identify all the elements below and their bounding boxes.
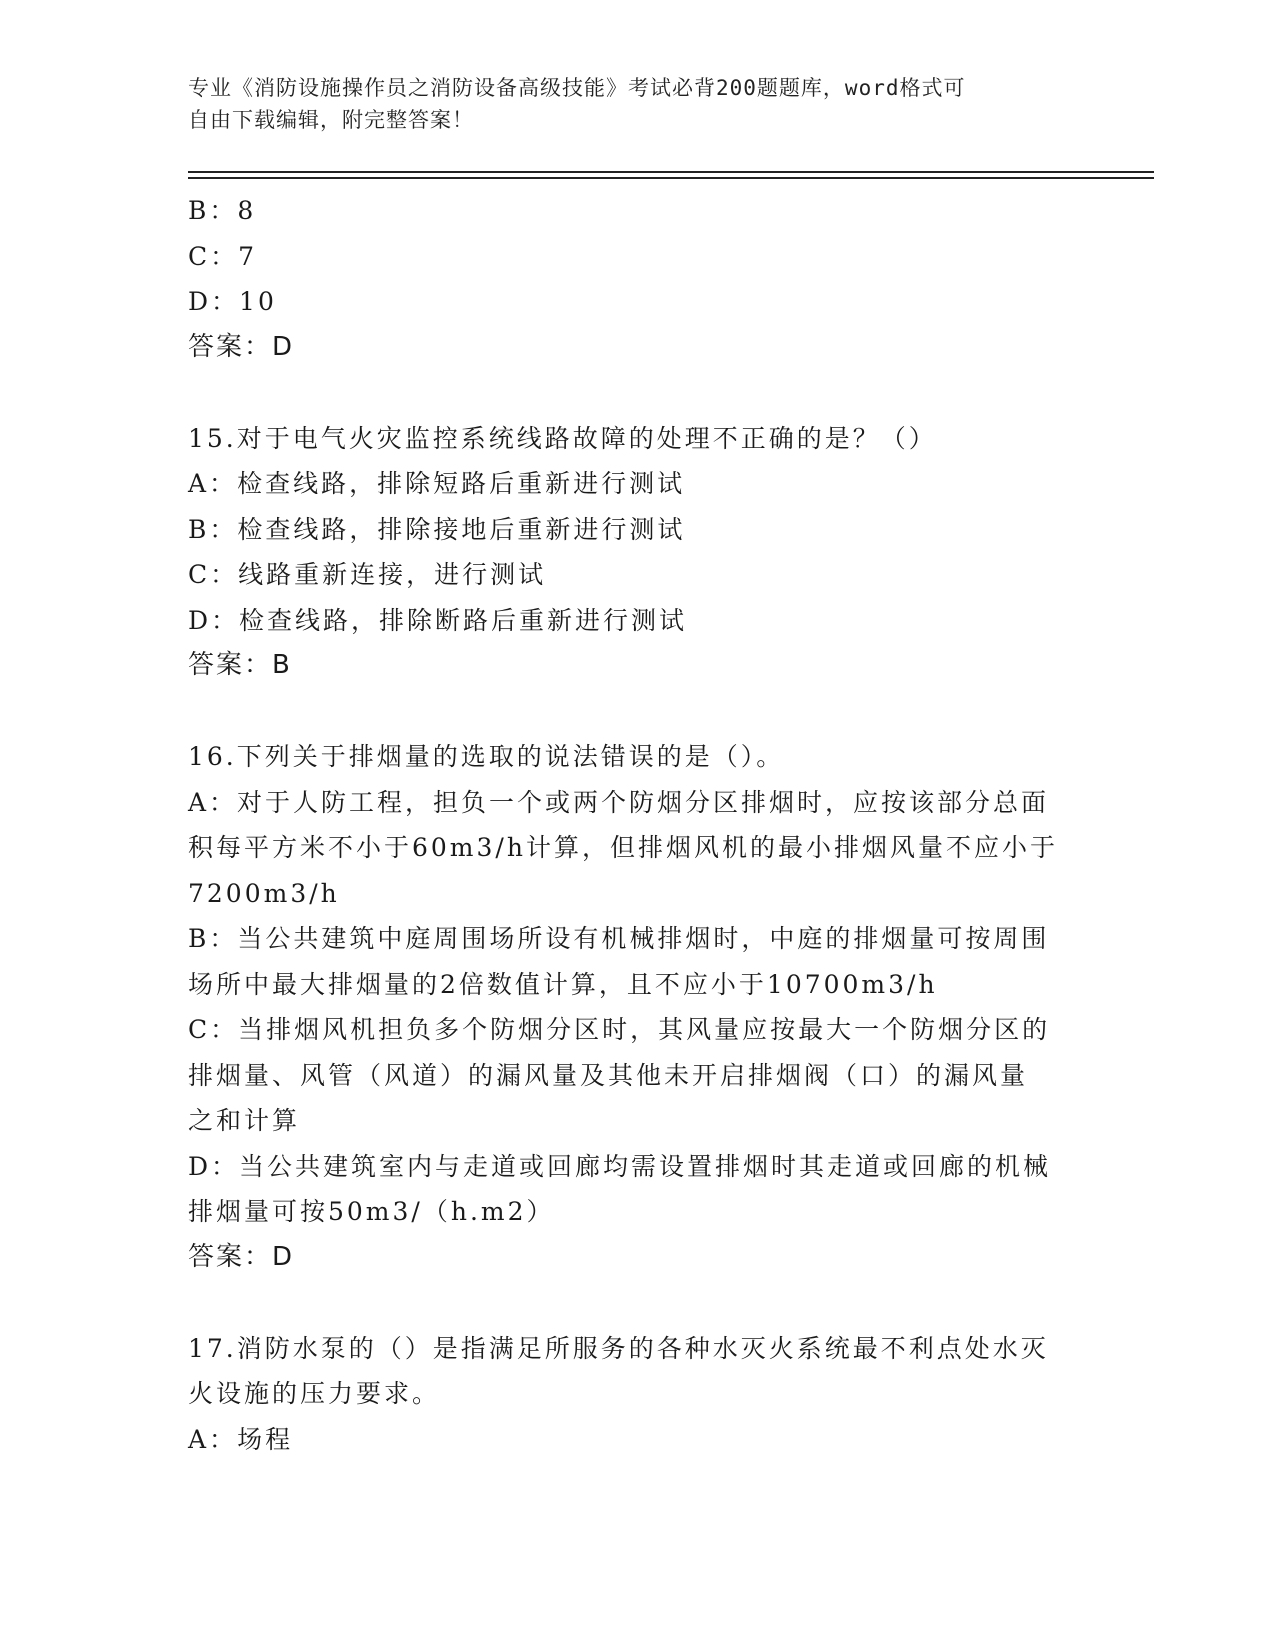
question-text-line: 17.消防水泵的（）是指满足所服务的各种水灭火系统最不利点处水灭	[188, 1333, 1049, 1363]
option-line: B：当公共建筑中庭周围场所设有机械排烟时，中庭的排烟量可按周围	[188, 924, 1050, 953]
option-label: A：	[188, 469, 238, 498]
option-label: B：	[188, 514, 238, 544]
option-d	[188, 1144, 1088, 1235]
option-line: 7200m3/h	[188, 878, 340, 908]
option-line: 排烟量、风管（风道）的漏风量及其他未开启排烟阀（口）的漏风量	[188, 1060, 1029, 1090]
spacer	[188, 370, 1088, 416]
option-c	[188, 1007, 1088, 1144]
question-text: 15.对于电气火灾监控系统线路故障的处理不正确的是？（）	[188, 423, 937, 453]
option-line: 场所中最大排烟量的2倍数值计算，且不应小于10700m3/h	[188, 969, 938, 999]
option-line: 积每平方米不小于60m3/h计算，但排烟风机的最小排烟风量不应小于	[188, 833, 1058, 862]
option-text: 10	[239, 287, 277, 316]
question-16	[188, 734, 1088, 1280]
question-15	[188, 416, 1088, 689]
option-label: A：	[188, 1424, 238, 1454]
answer-line: 答案：D	[188, 331, 295, 362]
header-divider-bottom	[188, 177, 1154, 179]
option-text: 8	[237, 196, 257, 225]
option-label: D：	[188, 605, 240, 635]
option-label: C：	[188, 241, 239, 271]
option-text: 检查线路，排除短路后重新进行测试	[237, 469, 686, 498]
option-c	[188, 234, 1088, 280]
option-text: 场程	[237, 1424, 294, 1454]
option-b	[188, 916, 1088, 1007]
option-text: 7	[238, 241, 258, 271]
question-17	[188, 1326, 1088, 1463]
option-a	[188, 1417, 1088, 1463]
question-text-line: 火设施的压力要求。	[188, 1379, 441, 1408]
option-c	[188, 552, 1088, 598]
option-text: 线路重新连接，进行测试	[238, 560, 547, 589]
option-d	[188, 279, 1088, 325]
spacer	[188, 1280, 1088, 1326]
option-line: 之和计算	[188, 1106, 301, 1135]
option-line: 排烟量可按50m3/（h.m2）	[188, 1197, 555, 1226]
option-b	[188, 507, 1088, 553]
question-14-tail	[188, 188, 1088, 370]
option-text: 检查线路，排除断路后重新进行测试	[239, 605, 688, 635]
option-label: D：	[188, 287, 240, 316]
option-text: 检查线路，排除接地后重新进行测试	[237, 514, 686, 544]
option-label: B：	[188, 196, 238, 225]
header-divider-top	[188, 171, 1154, 173]
spacer	[188, 689, 1088, 735]
option-d	[188, 598, 1088, 644]
option-label: C：	[188, 560, 239, 589]
option-line: A：对于人防工程，担负一个或两个防烟分区排烟时，应按该部分总面	[188, 787, 1050, 817]
question-text: 16.下列关于排烟量的选取的说法错误的是（）。	[188, 742, 785, 771]
document-body	[188, 188, 1088, 1462]
option-line: C：当排烟风机担负多个防烟分区时，其风量应按最大一个防烟分区的	[188, 1015, 1051, 1044]
option-b	[188, 188, 1088, 234]
option-a	[188, 461, 1088, 507]
answer-line: 答案：B	[188, 650, 292, 680]
document-header	[188, 72, 1088, 136]
header-line-2: 自由下载编辑，附完整答案！	[188, 108, 474, 132]
header-line-1: 专业《消防设施操作员之消防设备高级技能》考试必背200题题库，word格式可	[188, 76, 966, 100]
option-a	[188, 780, 1088, 917]
option-line: D：当公共建筑室内与走道或回廊均需设置排烟时其走道或回廊的机械	[188, 1151, 1052, 1181]
answer-line: 答案：D	[188, 1241, 295, 1272]
